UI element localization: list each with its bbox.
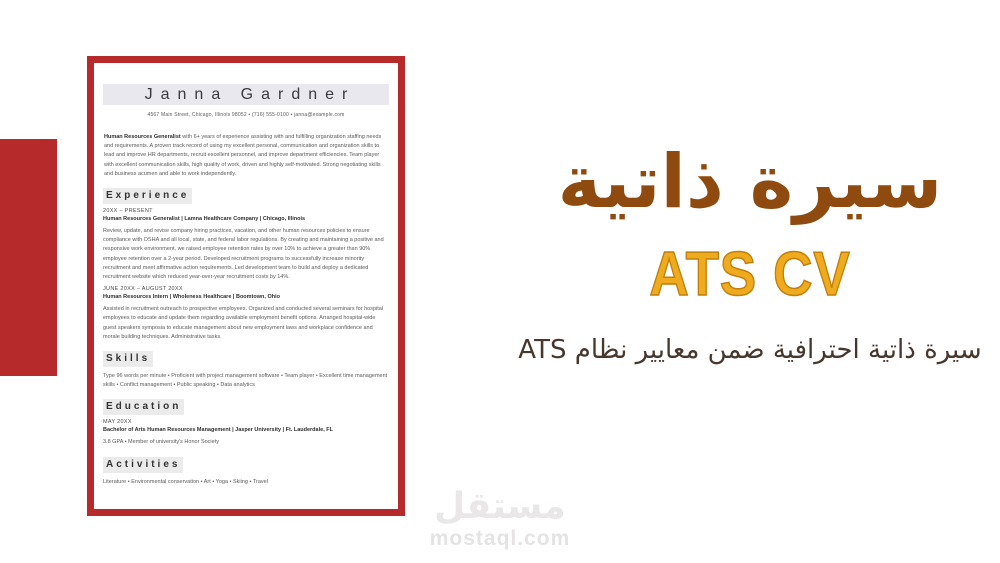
hero-panel xyxy=(510,130,990,367)
education-degree: Bachelor of Arts Human Resources Management | Jasper University | Ft. Lauderdale, FL xyxy=(103,427,333,434)
mostaql-logo-arabic: مستقل xyxy=(434,486,566,527)
resume-card xyxy=(87,56,405,516)
resume-contact-line: 4567 Main Street, Chicago, Illinois 98052 • (716) 555-0100 • janna@example.com xyxy=(147,112,345,118)
activities-list: Literature • Environmental conservation • Art • Yoga • Skiing • Travel xyxy=(103,478,268,485)
resume-name: Janna Gardner xyxy=(144,85,356,103)
education-entry xyxy=(103,419,389,447)
experience-entry xyxy=(103,286,389,342)
resume-page xyxy=(94,63,398,509)
education-date: MAY 20XX xyxy=(103,419,132,426)
experience-entry xyxy=(103,208,389,282)
section-heading-skills: Skills xyxy=(103,350,389,367)
left-accent-bar xyxy=(0,139,57,376)
resume-summary-rest: with 6+ years of experience assisting with and fulfilling organization staffing needs and requirements. A proven track record of using my excellent personal, communication and organization skills to lead and improve HR departments, recruit excellent personnel, and improve department efficiencies. Team player with excellent communication skills, high quality of work, driven and highly self-motivated. Strong negotiating skills and business acumen and able to work independently. xyxy=(104,134,382,177)
hero-tagline-arabic: سيرة ذاتية احترافية ضمن معايير نظام ATS xyxy=(518,335,982,365)
experience-title: Human Resources Intern | Wholeness Healthcare | Boomtown, Ohio xyxy=(103,294,280,301)
resume-name-banner xyxy=(103,84,389,105)
hero-ats-cv-title: ATS CV xyxy=(649,240,851,309)
education-extra: 3.8 GPA • Member of university's Honor Society xyxy=(103,439,219,446)
mostaql-domain-text: mostaql.com xyxy=(429,527,571,550)
hero-title-arabic: سيرة ذاتية xyxy=(557,139,943,225)
section-heading-education: Education xyxy=(103,398,389,415)
experience-date: JUNE 20XX – AUGUST 20XX xyxy=(103,286,183,293)
section-heading-experience: Experience xyxy=(103,187,389,204)
experience-title: Human Resources Generalist | Lamna Healthcare Company | Chicago, Illinois xyxy=(103,216,306,223)
skills-list: Type 96 words per minute • Proficient with project management software • Team player • Excellent time management skills • Conflict management • Public speaking • Data analytics xyxy=(103,373,388,389)
resume-summary xyxy=(104,133,388,179)
experience-description: Review, update, and revise company hiring practices, vacation, and other human resources policies to ensure compliance with OSHA and all local, state, and federal labor regulations. By creating and maintaining a positive and responsive work environment, we raised employee retention rates by over 10% to achieve a greater than 90% employee retention over a 2-year period. Developed recruitment programs to successfully increase minority recruitment and meet affirmative action requirements. Led development team to build and deploy a dedicated recruitment website which reduced year-over-year recruitment costs by 14%. xyxy=(103,228,384,281)
section-heading-activities: Activities xyxy=(103,456,389,473)
mostaql-watermark xyxy=(430,486,571,550)
experience-description: Assisted in recruitment outreach to prospective employees. Organized and conducted several seminars for hospital employees to educate and update them regarding available employment benefit options. Arranged hospital-wide guest speakers symposia to educate management about new employment laws and workplace confidence and morale building techniques. Administrative tasks. xyxy=(103,306,384,340)
resume-summary-lead: Human Resources Generalist xyxy=(104,134,181,140)
experience-date: 20XX – PRESENT xyxy=(103,208,153,215)
